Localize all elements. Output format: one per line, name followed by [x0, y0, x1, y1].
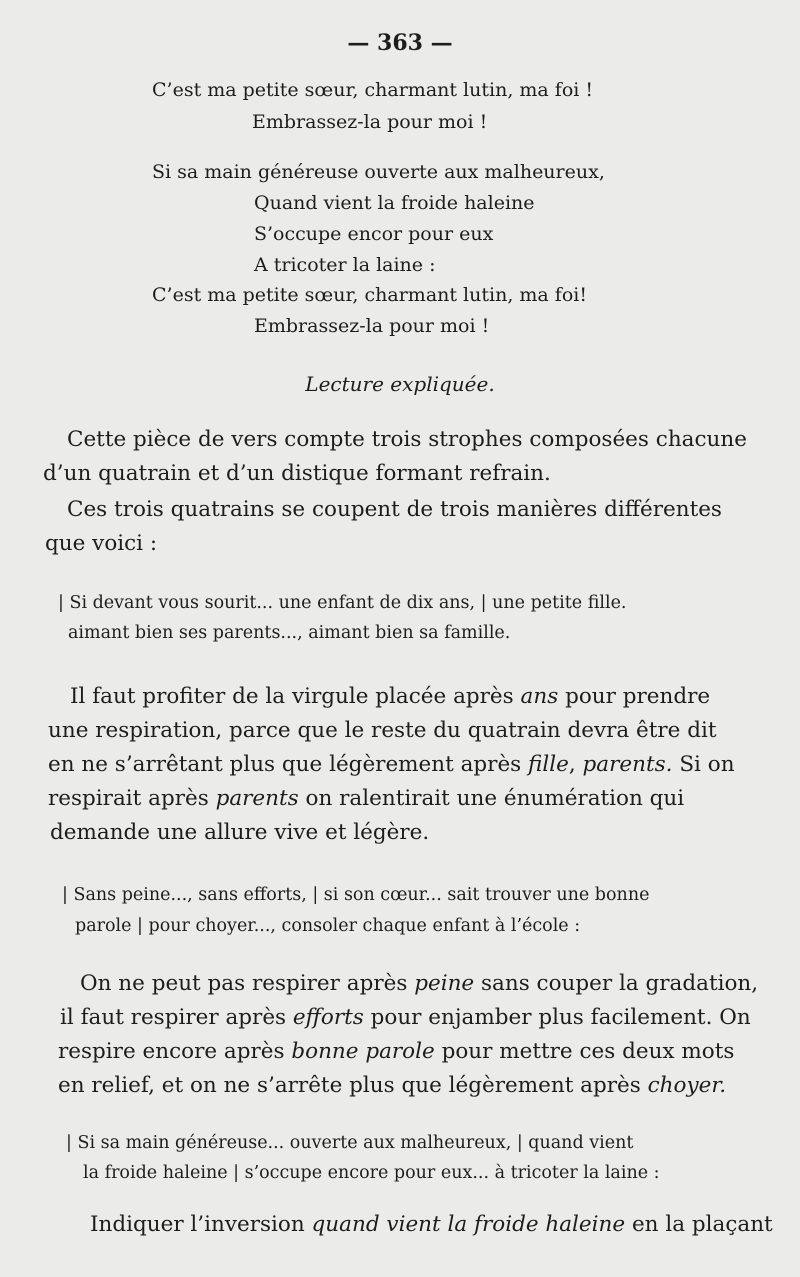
paragraph-line: une respiration, parce que le reste du quatrain devra être dit [48, 718, 717, 743]
paragraph-line: demande une allure vive et légère. [50, 820, 430, 845]
section-title: Lecture expliquée. [305, 372, 495, 396]
paragraph-line: que voici : [45, 531, 158, 556]
paragraph-line: Cette pièce de vers compte trois strophes composées chacune [67, 427, 747, 452]
quote-line: aimant bien ses parents..., aimant bien sa famille. [68, 623, 511, 643]
poem-line: C’est ma petite sœur, charmant lutin, ma foi ! [152, 79, 594, 101]
paragraph-line: Ces trois quatrains se coupent de trois manières différentes [67, 497, 722, 522]
paragraph-line: Il faut profiter de la virgule placée après ans pour prendre [70, 684, 711, 709]
quote-line: | Si sa main généreuse... ouverte aux malheureux, | quand vient [66, 1133, 634, 1153]
paragraph-line: en relief, et on ne s’arrête plus que légèrement après choyer. [58, 1073, 727, 1098]
quote-line: la froide haleine | s’occupe encore pour eux... à tricoter la laine : [83, 1163, 660, 1183]
poem-line: A tricoter la laine : [254, 254, 436, 276]
poem-line: Quand vient la froide haleine [254, 192, 535, 214]
poem-line: Embrassez-la pour moi ! [254, 315, 490, 337]
paragraph-line: il faut respirer après efforts pour enjamber plus facilement. On [60, 1005, 751, 1030]
quote-line: | Si devant vous sourit... une enfant de dix ans, | une petite fille. [58, 593, 627, 613]
poem-line: S’occupe encor pour eux [254, 223, 494, 245]
paragraph-line: respirait après parents on ralentirait une énumération qui [48, 786, 685, 811]
paragraph-line: On ne peut pas respirer après peine sans couper la gradation, [80, 971, 759, 996]
paragraph-line: respire encore après bonne parole pour mettre ces deux mots [58, 1039, 735, 1064]
page-number: — 363 — [347, 30, 453, 56]
quote-line: parole | pour choyer..., consoler chaque enfant à l’école : [75, 916, 581, 936]
paragraph-line: en ne s’arrêtant plus que légèrement après fille, parents. Si on [48, 752, 735, 777]
quote-line: | Sans peine..., sans efforts, | si son cœur... sait trouver une bonne [62, 885, 650, 905]
poem-line: Si sa main généreuse ouverte aux malheureux, [152, 161, 605, 183]
paragraph-line: Indiquer l’inversion quand vient la froide haleine en la plaçant [90, 1212, 773, 1237]
poem-line: C’est ma petite sœur, charmant lutin, ma foi! [152, 284, 587, 306]
paragraph-line: d’un quatrain et d’un distique formant refrain. [43, 461, 551, 486]
poem-line: Embrassez-la pour moi ! [252, 111, 488, 133]
